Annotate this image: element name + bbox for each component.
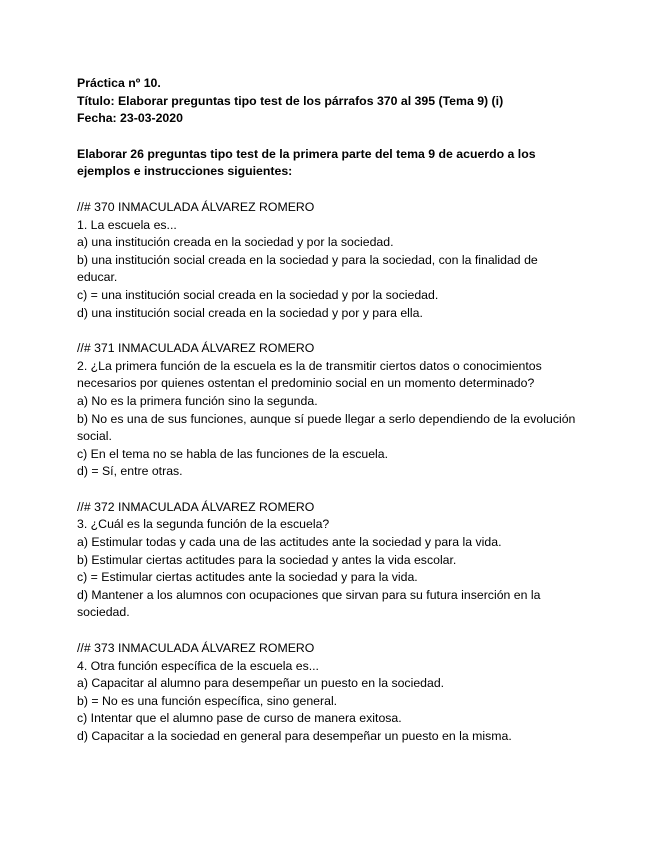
question-tag: //# 372 INMACULADA ÁLVAREZ ROMERO: [77, 499, 315, 514]
answer-option: a) Capacitar al alumno para desempeñar un puesto en la sociedad.: [77, 676, 445, 691]
question-block-370: [77, 199, 577, 322]
question-tag: //# 373 INMACULADA ÁLVAREZ ROMERO: [77, 641, 315, 656]
answer-option: c) = Estimular ciertas actitudes ante la sociedad y para la vida.: [77, 570, 418, 585]
answer-option: a) una institución creada en la sociedad y por la sociedad.: [77, 235, 394, 250]
answer-option: b) Estimular ciertas actitudes para la sociedad y antes la vida escolar.: [77, 552, 457, 567]
answer-option: a) No es la primera función sino la segunda.: [77, 393, 318, 408]
answer-option: d) Mantener a los alumnos con ocupaciones que sirvan para su futura inserción en la sociedad.: [77, 587, 541, 620]
question-text: 1. La escuela es...: [77, 217, 177, 232]
question-block-371: [77, 340, 577, 481]
answer-option: c) En el tema no se habla de las funciones de la escuela.: [77, 446, 389, 461]
instructions: Elaborar 26 preguntas tipo test de la primera parte del tema 9 de acuerdo a los ejemplos e instrucciones siguientes:: [77, 146, 536, 179]
question-tag: //# 370 INMACULADA ÁLVAREZ ROMERO: [77, 199, 315, 214]
document-date: Fecha: 23-03-2020: [77, 111, 183, 126]
answer-option: d) Capacitar a la sociedad en general para desempeñar un puesto en la misma.: [77, 729, 512, 743]
practice-number: Práctica nº 10.: [77, 76, 161, 90]
answer-option: b) = No es una función específica, sino general.: [77, 693, 338, 708]
answer-option: a) Estimular todas y cada una de las actitudes ante la sociedad y para la vida.: [77, 535, 502, 550]
question-block-373: [77, 640, 577, 746]
answer-option: c) Intentar que el alumno pase de curso de manera exitosa.: [77, 711, 402, 726]
answer-option: d) = Sí, entre otras.: [77, 464, 183, 479]
question-text: 2. ¿La primera función de la escuela es la de transmitir ciertos datos o conocimientos necesarios por quienes ostentan el predominio social en un momento determinado?: [77, 358, 542, 391]
question-block-372: [77, 499, 577, 622]
answer-option: c) = una institución social creada en la sociedad y por la sociedad.: [77, 287, 439, 302]
question-text: 4. Otra función específica de la escuela es...: [77, 658, 319, 673]
answer-option: d) una institución social creada en la sociedad y por y para ella.: [77, 305, 423, 320]
question-tag: //# 371 INMACULADA ÁLVAREZ ROMERO: [77, 341, 315, 356]
document-title: Título: Elaborar preguntas tipo test de los párrafos 370 al 395 (Tema 9) (i): [77, 93, 504, 108]
answer-option: b) No es una de sus funciones, aunque sí puede llegar a serlo dependiendo de la evolución social.: [77, 411, 576, 444]
document-page: [77, 75, 577, 746]
answer-option: b) una institución social creada en la sociedad y para la sociedad, con la finalidad de educar.: [77, 252, 538, 285]
question-text: 3. ¿Cuál es la segunda función de la escuela?: [77, 517, 330, 532]
